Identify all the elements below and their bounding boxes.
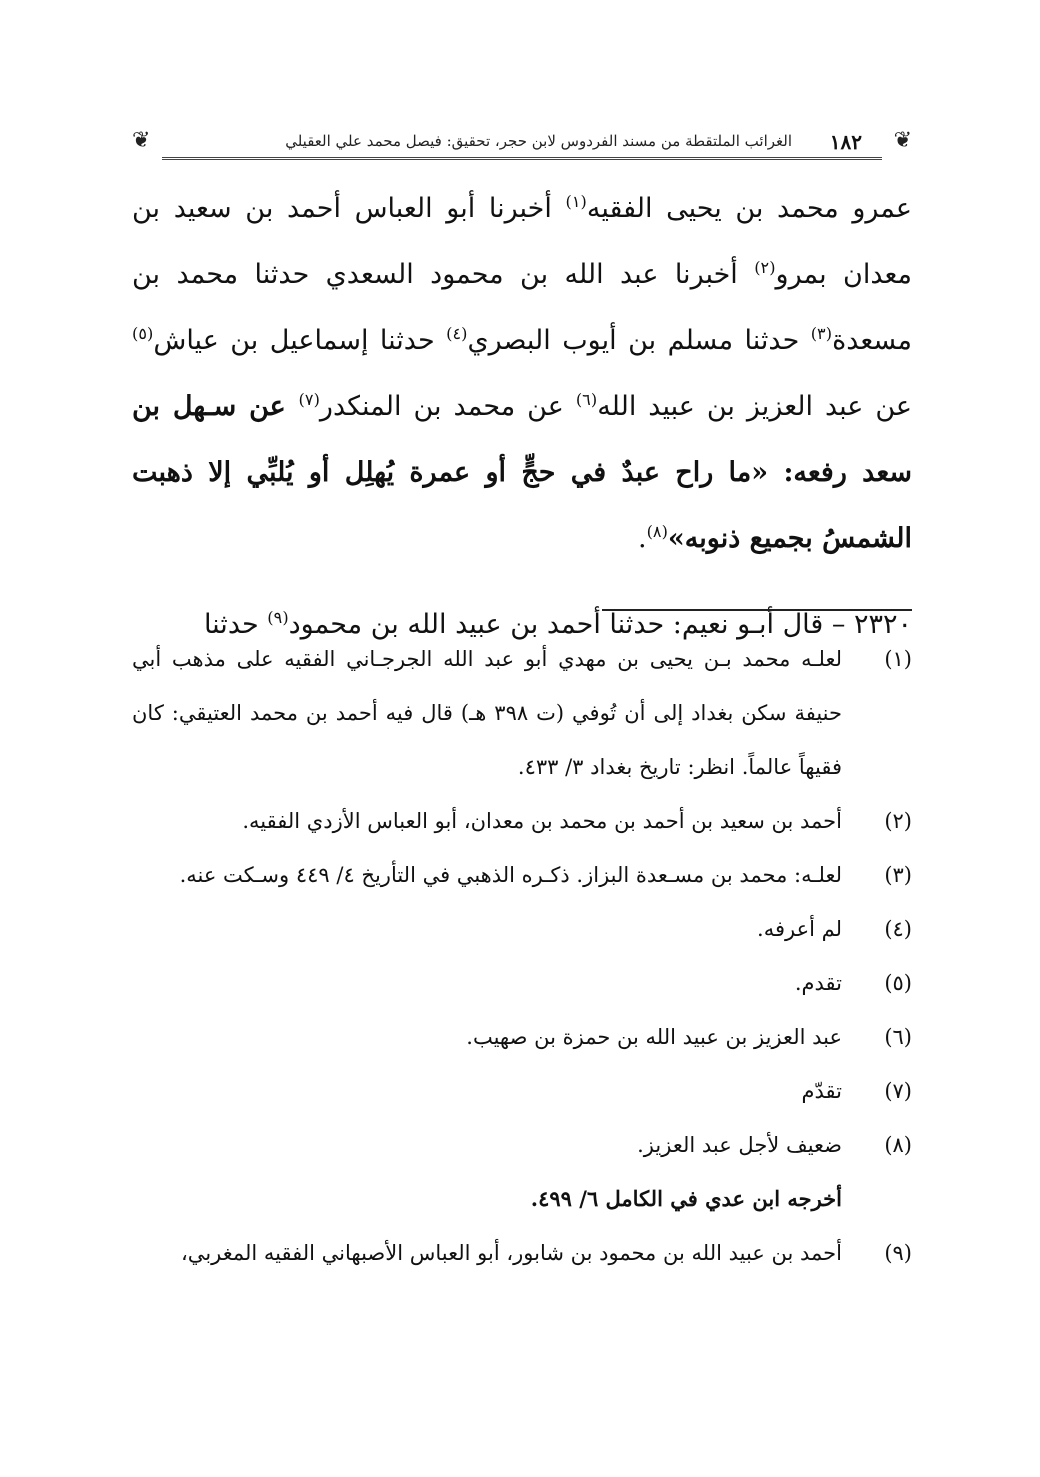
footnote-number: (٢) bbox=[884, 809, 912, 833]
footnote-number: (٧) bbox=[884, 1079, 912, 1103]
footnote-number: (٣) bbox=[884, 863, 912, 887]
hadith-text: عن سـهل بن سعد رفعه: «ما راح عبدٌ في حجٍّ أو عمرة يُهلِل أو يُلبِّي إلا ذهبت الشمسُ بجميع ذنوبه» bbox=[132, 391, 912, 554]
footnote-ref[interactable]: (٢) bbox=[754, 258, 776, 277]
running-title: الغرائب الملتقطة من مسند الفردوس لابن حجر، تحقيق: فيصل محمد علي العقيلي bbox=[285, 132, 792, 150]
footnote-item bbox=[132, 902, 912, 956]
footnote-number: (٥) bbox=[884, 971, 912, 995]
paragraph-chain bbox=[132, 176, 912, 572]
footnote-text: أحمد بن سعيد بن أحمد بن محمد بن معدان، أبو العباس الأزدي الفقيه. bbox=[242, 809, 842, 833]
footnote-number: (٨) bbox=[884, 1133, 912, 1157]
text-segment: أخبرنا عبد الله بن محمود السعدي حدثنا محمد بن مسعدة bbox=[132, 259, 912, 356]
footnote-number: (١) bbox=[884, 647, 912, 671]
footnote-separator bbox=[602, 609, 912, 611]
footnote-number: (٦) bbox=[884, 1025, 912, 1049]
footnote-item bbox=[132, 794, 912, 848]
footnote-item bbox=[132, 1064, 912, 1118]
text-segment: عمرو محمد بن يحيى الفقيه bbox=[586, 193, 912, 224]
footnote-number: (٤) bbox=[884, 917, 912, 941]
text-segment: عن محمد بن المنكدر bbox=[319, 391, 576, 422]
footnotes bbox=[132, 632, 912, 1280]
footnote-text: أحمد بن عبيد الله بن محمود بن شابور، أبو العباس الأصبهاني الفقيه المغربي، bbox=[181, 1241, 842, 1265]
page-header bbox=[132, 126, 912, 160]
footnote-text: تقدّم bbox=[801, 1079, 842, 1103]
footnote-ref[interactable]: (٣) bbox=[810, 324, 833, 343]
footnote-text: تقدم. bbox=[794, 971, 842, 995]
footnote-item bbox=[132, 1010, 912, 1064]
main-text bbox=[132, 176, 912, 658]
text-segment: حدثنا bbox=[203, 609, 268, 640]
ornament-left-icon: ❦ bbox=[132, 128, 151, 153]
footnote-ref[interactable]: (٨) bbox=[646, 522, 668, 541]
page-number: ١٨٢ bbox=[829, 130, 862, 154]
footnote-text: عبد العزيز بن عبيد الله بن حمزة بن صهيب. bbox=[466, 1025, 842, 1049]
text-segment: عن عبد العزيز بن عبيد الله bbox=[597, 391, 913, 422]
footnote-text: لعلـه: محمد بن مسـعدة البزاز. ذكـره الذهبي في التأريخ ٤/ ٤٤٩ وسـكت عنه. bbox=[179, 863, 842, 887]
footnote-item bbox=[132, 956, 912, 1010]
footnote-ref[interactable]: (٩) bbox=[267, 608, 289, 627]
footnote-text: لعلـه محمد بـن يحيى بن مهدي أبو عبد الله الجرجـاني الفقيه على مذهب أبي حنيفة سكن بغداد إلى أن تُوفي (ت ٣٩٨ هـ) قال فيه أحمد بن محمد العتيقي: كان فقيهاً عالماً. انظر: تاريخ بغداد ٣/ ٤٣٣. bbox=[132, 647, 842, 779]
header-rule bbox=[162, 157, 882, 160]
footnote-text: ضعيف لأجل عبد العزيز. bbox=[637, 1133, 842, 1157]
footnote-ref[interactable]: (٥) bbox=[132, 324, 154, 343]
footnote-ref[interactable]: (٦) bbox=[575, 390, 598, 409]
footnote-item bbox=[132, 1226, 912, 1280]
footnote-ref[interactable]: (٧) bbox=[298, 390, 320, 409]
footnote-number: (٩) bbox=[884, 1241, 912, 1265]
footnote-item bbox=[132, 1118, 912, 1172]
ornament-right-icon: ❦ bbox=[893, 128, 912, 153]
text-segment: . bbox=[637, 523, 647, 554]
footnote-text: لم أعرفه. bbox=[757, 917, 842, 941]
text-segment: حدثنا إسماعيل بن عياش bbox=[153, 325, 447, 356]
text-segment: أخبرنا أبو العباس أحمد بن سعيد بن معدان بمرو bbox=[132, 193, 912, 290]
text-segment: ٢٣٢٠ – قال أبـو نعيم: حدثنا أحمد بن عبيد الله بن محمود bbox=[288, 609, 912, 640]
footnote-item bbox=[132, 632, 912, 794]
text-segment: حدثنا مسلم بن أيوب البصري bbox=[467, 325, 811, 356]
footnote-ref[interactable]: (١) bbox=[565, 192, 587, 211]
footnote-item bbox=[132, 848, 912, 902]
footnote-ref[interactable]: (٤) bbox=[446, 324, 468, 343]
footnote-takhrij: أخرجه ابن عدي في الكامل ٦/ ٤٩٩. bbox=[530, 1186, 842, 1211]
